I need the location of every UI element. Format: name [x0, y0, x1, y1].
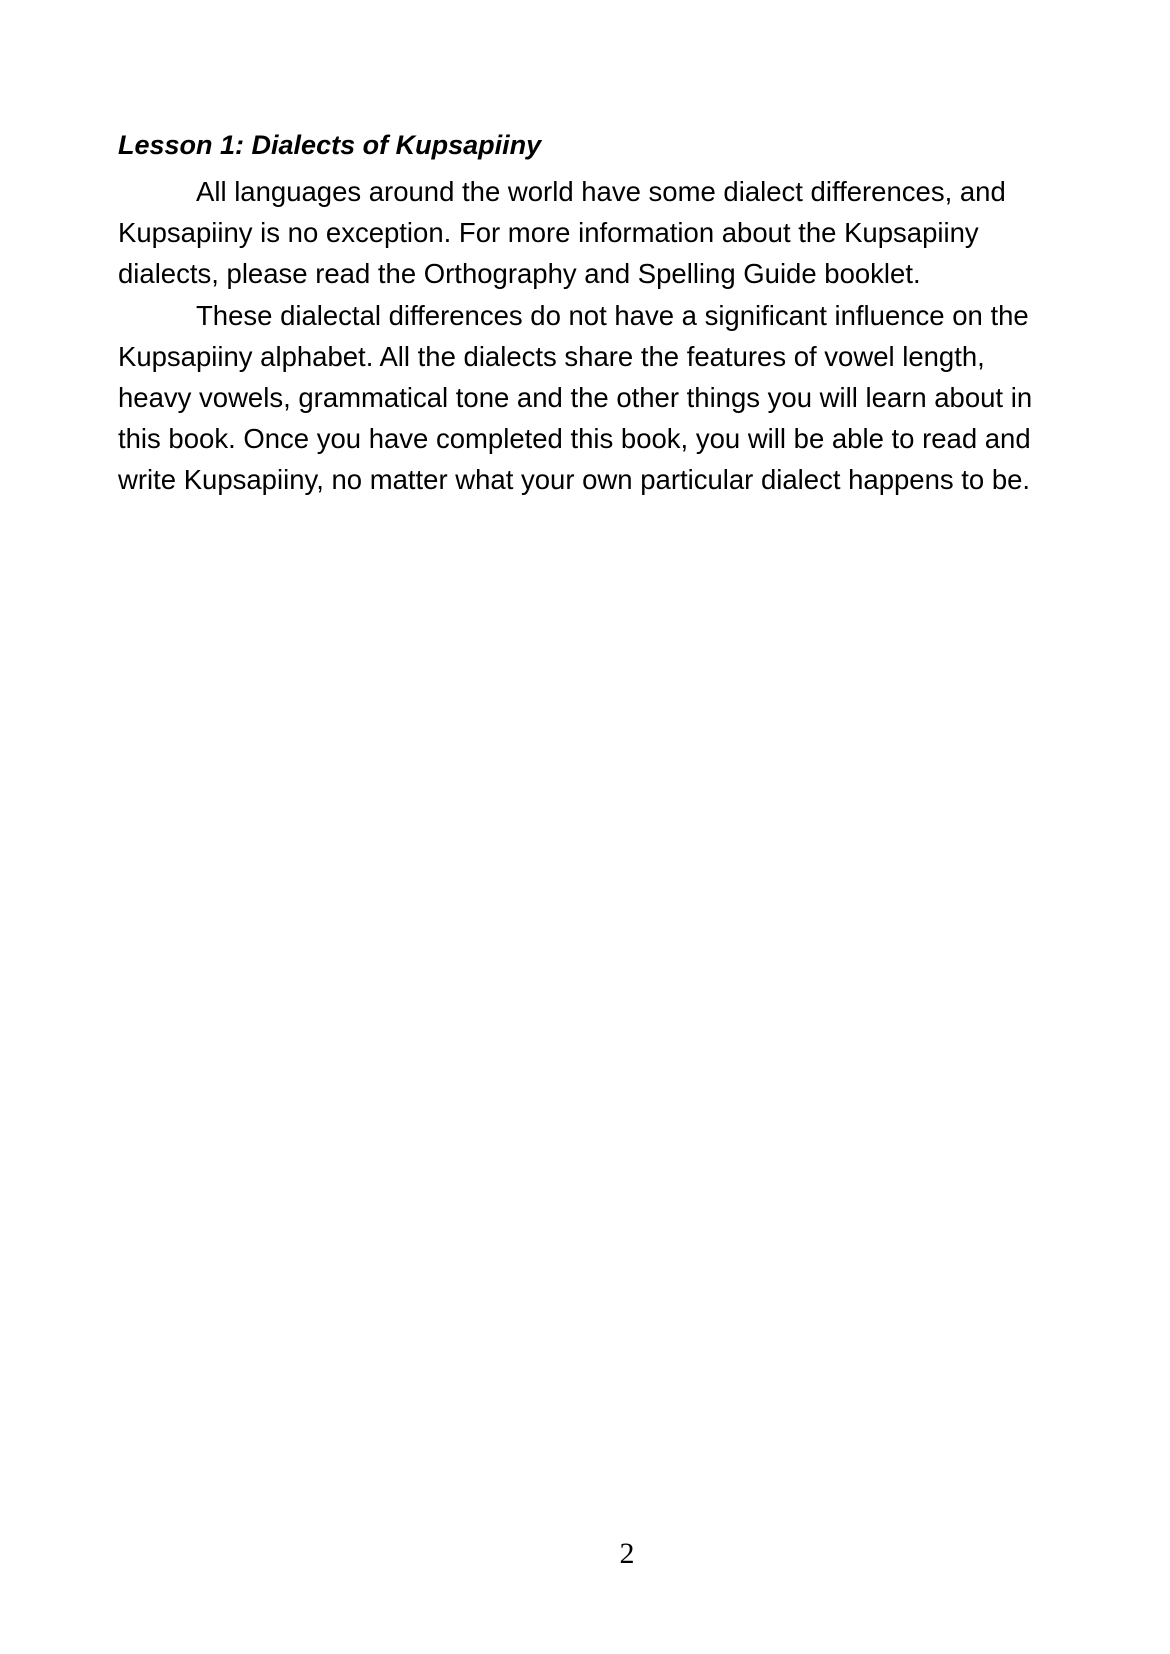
lesson-title: Lesson 1: Dialects of Kupsapiiny: [118, 130, 542, 160]
paragraph-alphabet-influence: These dialectal differences do not have a significant influence on the Kupsapiiny alphabet. All the dialects share the features of vowel length, heavy vowels, grammatical tone and the other things you will learn about in this book. Once you have completed this book, you will be able to read and write Kupsapiiny, no matter what your own particular dialect happens to be.: [118, 299, 1033, 496]
page-number: 2: [619, 1537, 635, 1570]
lesson-section: [118, 127, 1058, 501]
paragraph-dialect-differences: All languages around the world have some dialect differences, and Kupsapiiny is no exception. For more information about the Kupsapiiny dialects, please read the Orthography and Spelling Guide booklet.: [118, 176, 1006, 290]
